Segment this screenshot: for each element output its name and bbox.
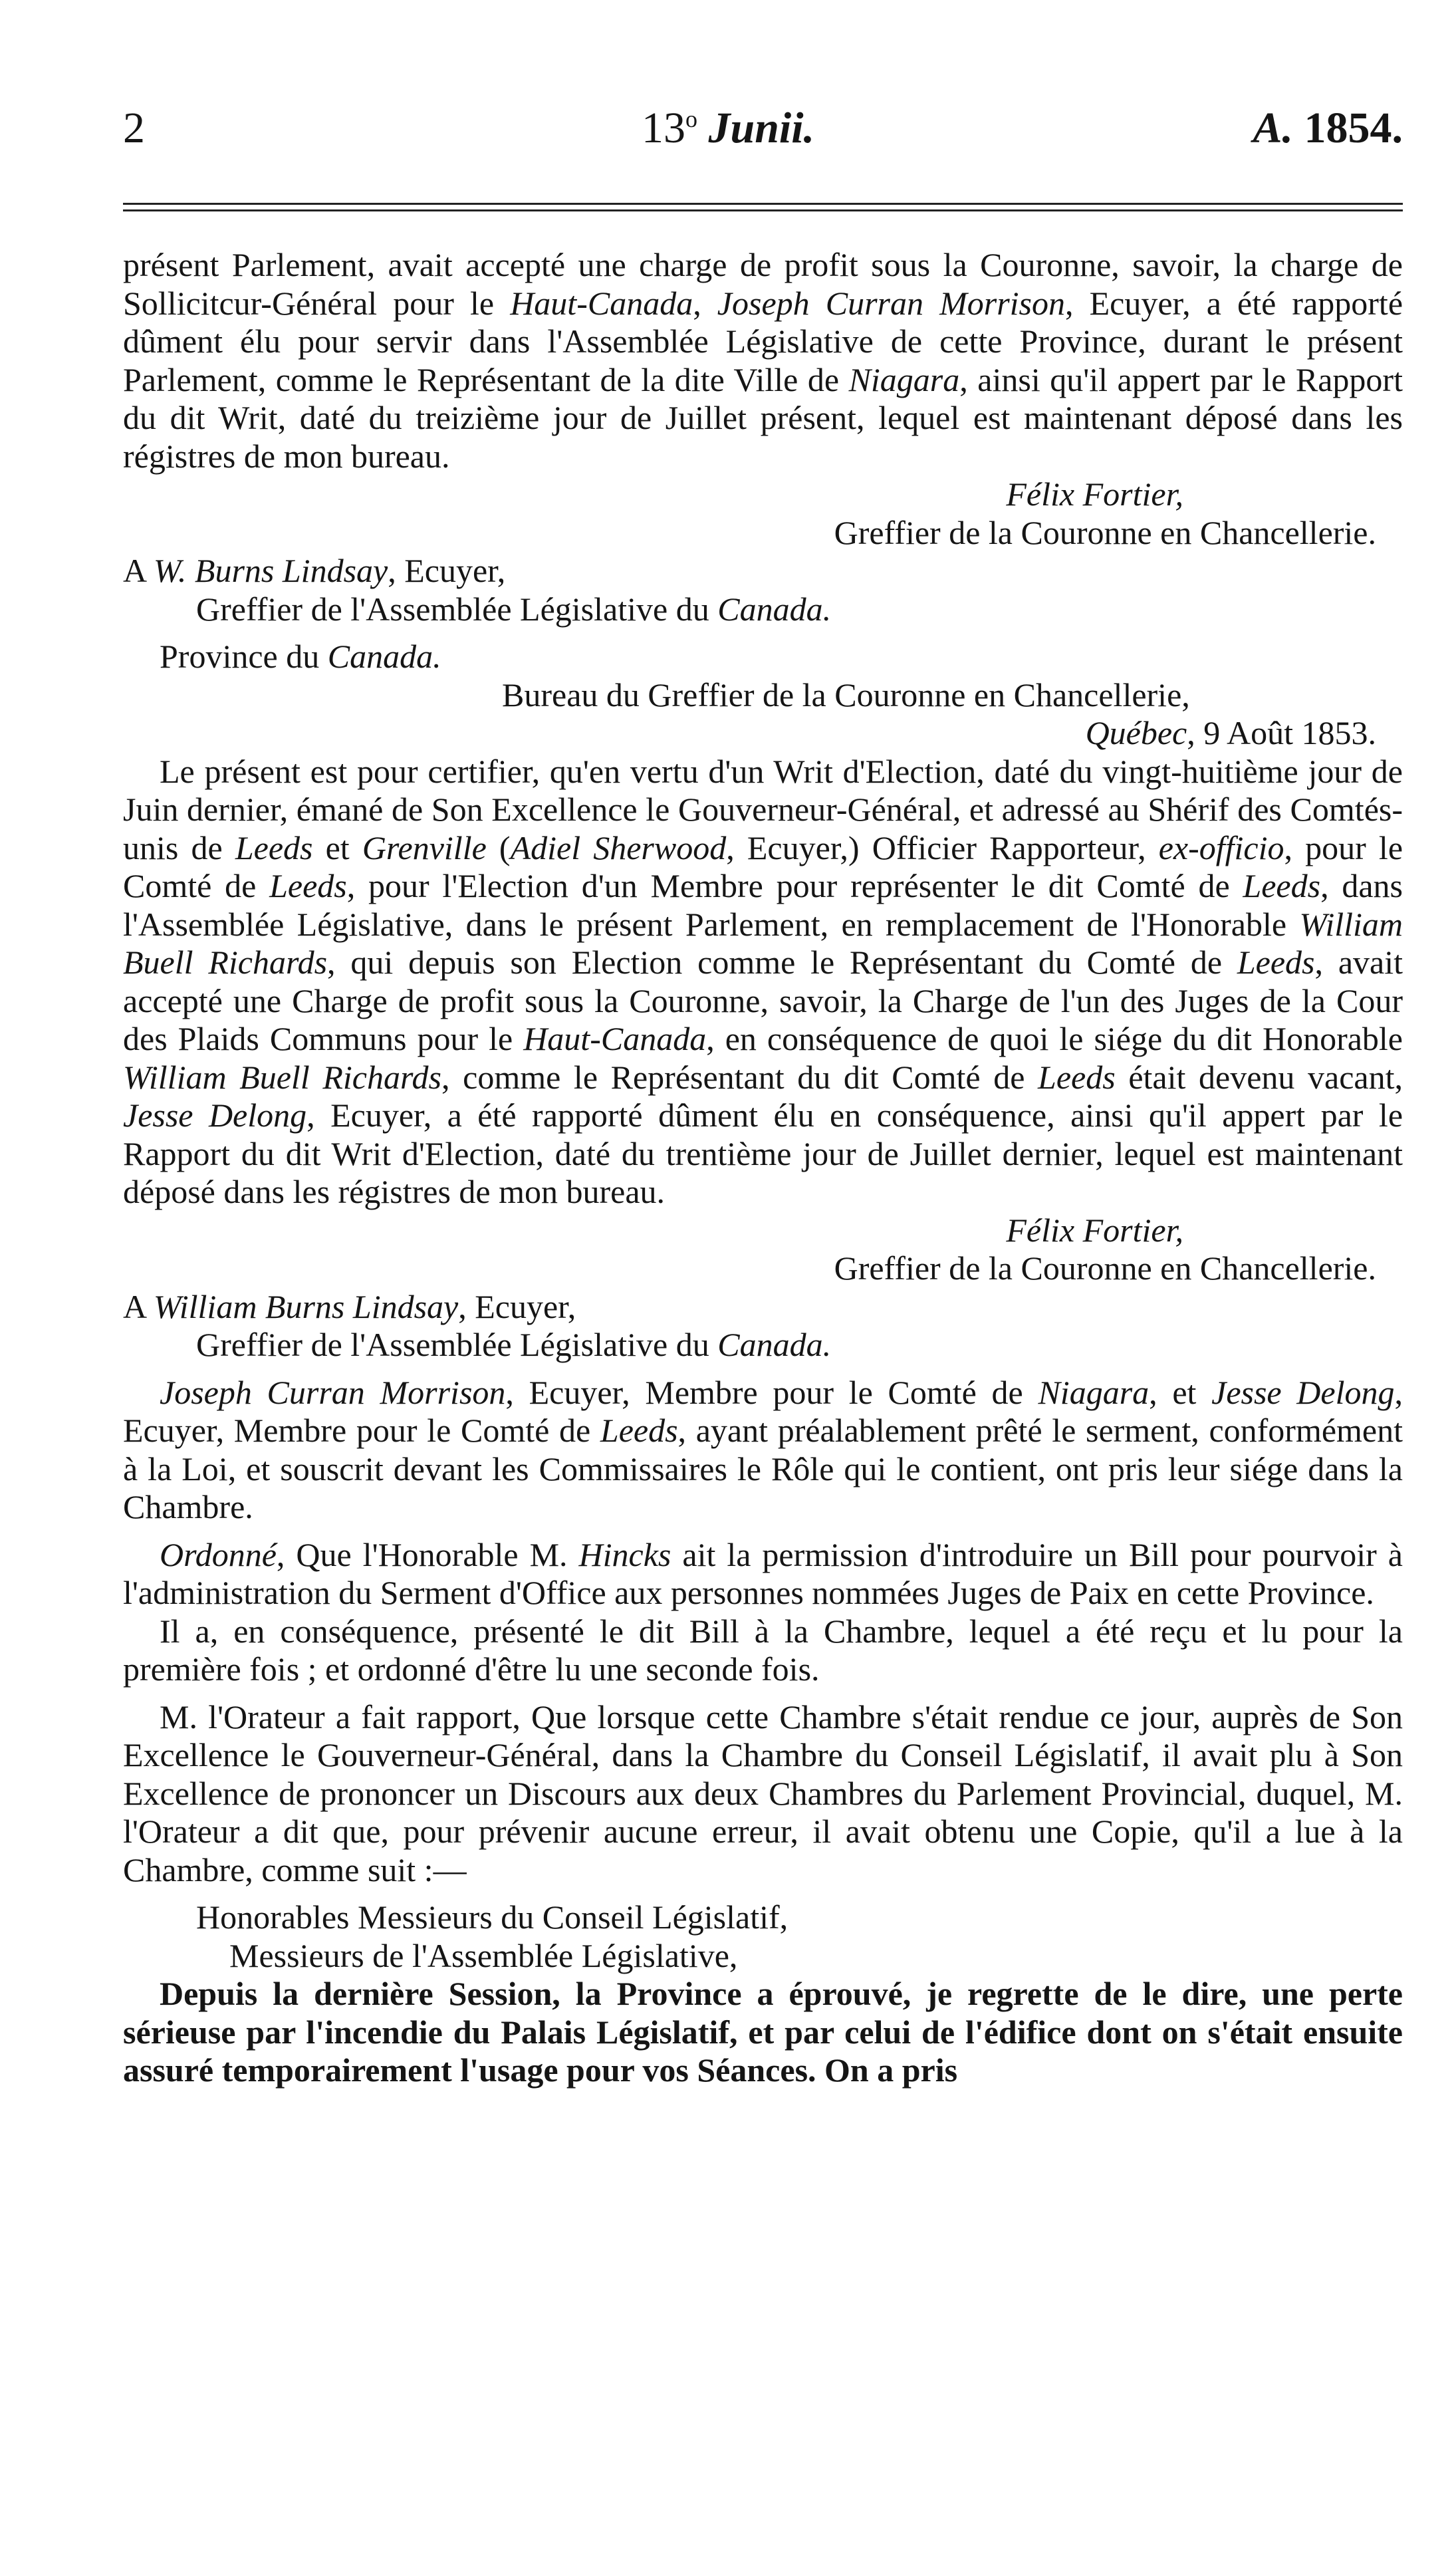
spacer (123, 1527, 1403, 1536)
text: , Ecuyer, a été rapporté dûment élu pour servir dans l'Assemblée Législative de cette Province, durant le présent Parlement, comme le Représentant de la dite Ville de (123, 284, 1403, 398)
place-name: Niagara (848, 360, 960, 398)
person-name: Adiel Sherwood (510, 829, 727, 866)
header-year (1253, 103, 1403, 154)
text: , Ecuyer, Membre pour le Comté de (123, 1373, 1403, 1449)
text: présent Parlement, avait accepté une charge de profit sous la Couronne, savoir, la charge de Sollicitcur-Général pour le (123, 246, 1403, 322)
latin-term: ex-officio (1158, 829, 1284, 866)
text: , (693, 284, 717, 322)
order-word: Ordonné (160, 1535, 277, 1573)
place-name: Québec (1085, 714, 1187, 751)
text: , pour le Comté de (123, 829, 1403, 904)
place-name: Grenville (362, 829, 487, 866)
text: , Ecuyer, (388, 552, 506, 589)
province-line (123, 638, 1403, 676)
text: , avait accepté une Charge de profit sous la Couronne, savoir, la Charge de l'un des Juges de la Cour des Plaids Communs pour le (123, 944, 1403, 1057)
text: ( (486, 829, 511, 866)
header-date (642, 103, 814, 154)
paragraph-oath (123, 1374, 1403, 1527)
bureau-line: Bureau du Greffier de la Couronne en Chancellerie, (502, 676, 1190, 713)
text: , Ecuyer, (458, 1287, 576, 1325)
text: , et (1149, 1373, 1212, 1411)
paragraph-speaker-report: M. l'Orateur a fait rapport, Que lorsque cette Chambre s'était rendue ce jour, auprès de Son Excellence le Gouverneur-Général, dans la Chambre du Conseil Législatif, il avait plu à Son Excellence de prononcer un Discours aux deux Chambres du Parlement Provincial, duquel, M. l'Orateur a dit que, pour prévenir aucune erreur, il avait obtenu une Copie, qu'il a lue à la Chambre, comme suit :— (123, 1698, 1403, 1888)
person-name: Joseph Curran Morrison (160, 1373, 506, 1411)
text: A (123, 552, 154, 589)
text: , 9 Août 1853. (1187, 714, 1376, 751)
text: Le présent est pour certifier, qu'en vertu d'un Writ d'Election, daté du vingt-huitième jour de Juin dernier, émané de Son Excellence le Gouverneur-Général, et adressé au Shérif des Comtés-unis de (123, 752, 1403, 866)
text: , Ecuyer, Membre pour le Comté de (505, 1373, 1038, 1411)
paragraph-bill: Il a, en conséquence, présenté le dit Bill à la Chambre, lequel a été reçu et lu pour la première fois ; et ordonné d'être lu une seconde fois. (123, 1612, 1403, 1688)
person-name: William Buell Richards (123, 905, 1403, 981)
signature-name-1: Félix Fortier, (1006, 475, 1183, 513)
paragraph-order (123, 1536, 1403, 1612)
text: Greffier de l'Assemblée Législative du (196, 1326, 718, 1363)
text: ait la permission d'introduire un Bill pour pourvoir à l'administration du Serment d'Office aux personnes nommées Juges de Paix en cette Province. (123, 1535, 1403, 1611)
place-name: Leeds (600, 1412, 678, 1449)
place-name: Leeds (235, 829, 313, 866)
spacer (123, 1364, 1403, 1374)
place-name: Niagara (1038, 1373, 1150, 1411)
salutation-assembly: Messieurs de l'Assemblée Législative, (229, 1936, 738, 1974)
text: , comme le Représentant du dit Comté de (441, 1058, 1038, 1096)
year-letter: A. (1253, 104, 1293, 152)
date-ordinal: o (685, 106, 697, 132)
spacer (123, 1689, 1403, 1698)
person-name: William Buell Richards (123, 1058, 442, 1096)
signature-name-2: Félix Fortier, (1006, 1211, 1183, 1249)
salutation-council: Honorables Messieurs du Conseil Législatif, (196, 1898, 789, 1936)
place-name: Haut-Canada (510, 284, 693, 322)
address-1-line2 (123, 590, 1403, 629)
address-2 (123, 1288, 1403, 1327)
page-body (123, 246, 1403, 2090)
place-name: Canada. (717, 590, 832, 628)
year-number: 1854. (1304, 104, 1403, 152)
signature-title-1: Greffier de la Couronne en Chancellerie. (834, 513, 1376, 551)
spacer (123, 1889, 1403, 1898)
text: , Ecuyer,) Officier Rapporteur, (726, 829, 1159, 866)
place-name: Canada. (327, 638, 441, 675)
header-rule-bottom (123, 209, 1403, 211)
paragraph-speech: Depuis la dernière Session, la Province a éprouvé, je regrette de le dire, une perte sérieuse par l'incendie du Palais Législatif, et par celui de l'édifice dont on s'était ensuite assuré temporairement l'usage pour vos Séances. On a pris (123, 1975, 1403, 2089)
text: , en conséquence de quoi le siége du dit Honorable (706, 1020, 1403, 1057)
text: Province du (160, 638, 328, 675)
place-name: Haut-Canada (523, 1020, 707, 1057)
text: , dans l'Assemblée Législative, dans le présent Parlement, en remplacement de l'Honorable (123, 867, 1403, 943)
paragraph-certificate-1 (123, 246, 1403, 475)
text: , Que l'Honorable M. (276, 1535, 579, 1573)
text: et (312, 829, 362, 866)
person-name: Jesse Delong (1211, 1373, 1395, 1411)
date-month: Junii. (708, 104, 815, 152)
address-1 (123, 552, 1403, 590)
paragraph-certificate-2 (123, 753, 1403, 1212)
place-name: Canada. (717, 1326, 832, 1363)
place-name: Leeds (269, 867, 347, 904)
spacer (123, 628, 1403, 638)
person-name: William Burns Lindsay (153, 1287, 459, 1325)
date-day: 13 (642, 104, 685, 152)
text: A (123, 1287, 154, 1325)
text: , Ecuyer, a été rapporté dûment élu en conséquence, ainsi qu'il appert par le Rapport du dit Writ d'Election, daté du trentième jour de Juillet dernier, lequel est maintenant déposé dans les régistres de mon bureau. (123, 1096, 1403, 1210)
text: , pour l'Election d'un Membre pour représenter le dit Comté de (346, 867, 1243, 904)
text: Greffier de l'Assemblée Législative du (196, 590, 718, 628)
text: était devenu vacant, (1115, 1058, 1403, 1096)
person-name: Jesse Delong (123, 1096, 307, 1134)
page (123, 103, 1403, 2089)
place-name: Leeds (1243, 867, 1321, 904)
person-name: W. Burns Lindsay (153, 552, 388, 589)
place-name: Leeds (1038, 1058, 1116, 1096)
text: , ainsi qu'il appert par le Rapport du dit Writ, daté du treizième jour de Juillet présent, lequel est maintenant déposé dans les régistres de mon bureau. (123, 360, 1403, 475)
text: , qui depuis son Election comme le Représentant du Comté de (327, 944, 1237, 981)
page-number: 2 (123, 104, 145, 152)
dateline (123, 714, 1403, 753)
signature-title-2: Greffier de la Couronne en Chancellerie. (834, 1249, 1376, 1287)
header-rule-top (123, 203, 1403, 205)
address-2-line2 (123, 1326, 1403, 1364)
place-name: Leeds (1237, 944, 1315, 981)
running-header (123, 103, 1403, 156)
person-name: Joseph Curran Morrison (717, 284, 1066, 322)
person-name: Hincks (578, 1535, 671, 1573)
text: , ayant préalablement prêté le serment, conformément à la Loi, et souscrit devant les Commissaires le Rôle qui le contient, ont pris leur siége dans la Chambre. (123, 1412, 1403, 1525)
